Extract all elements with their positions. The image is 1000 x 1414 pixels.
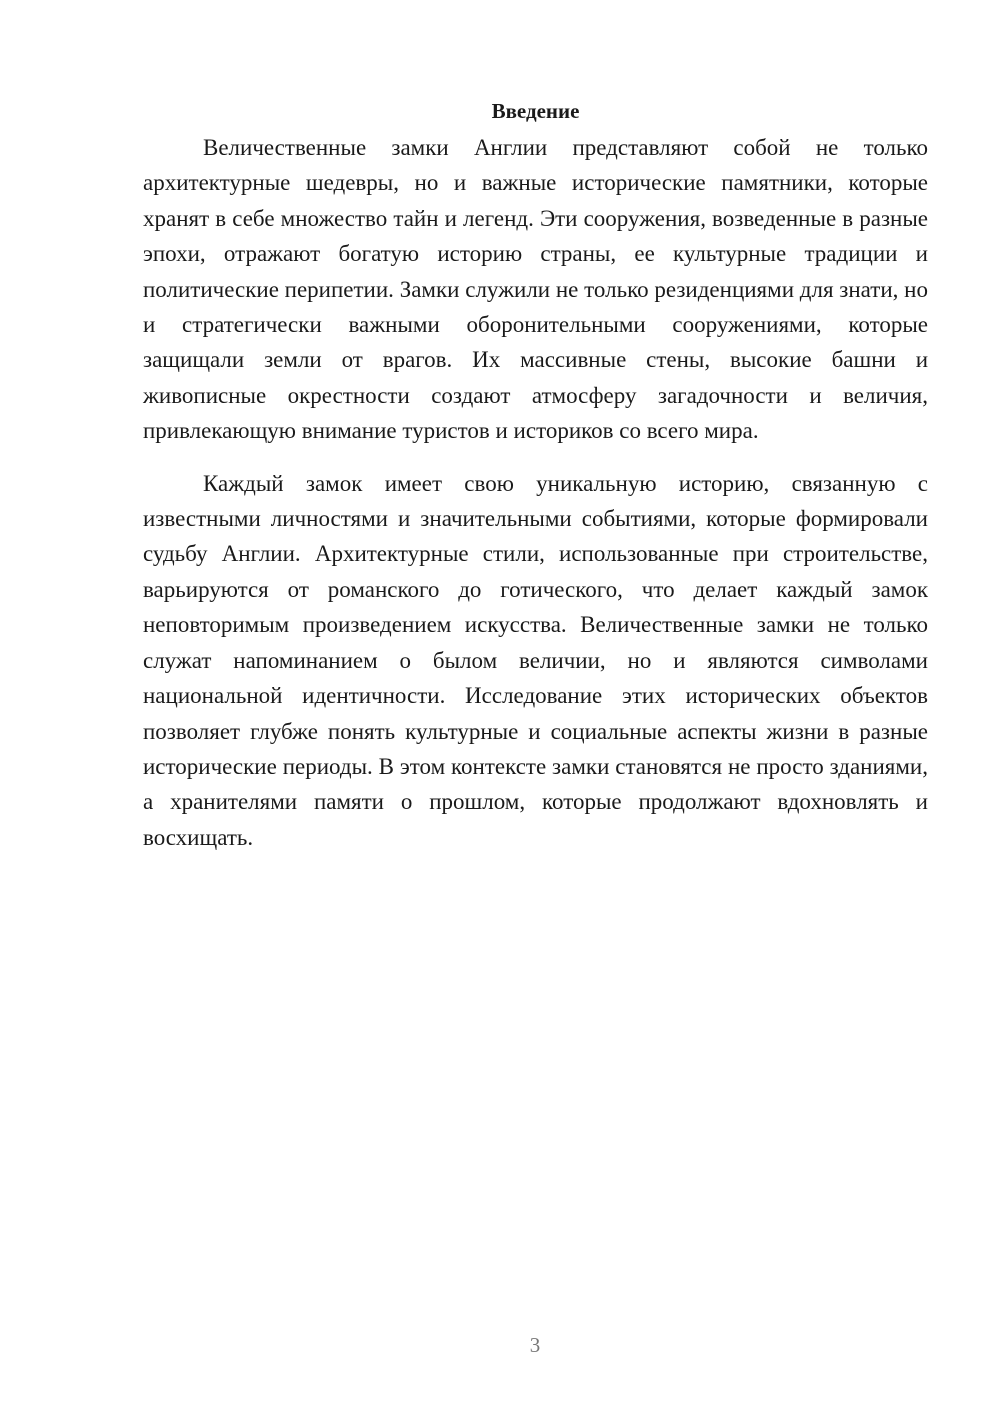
paragraph-2: Каждый замок имеет свою уникальную историю, связанную с известными личностями и значительными событиями, которые формировали судьбу Англии. Архитектурные стили, использованные при строительстве, варьируются от романского до готического, что делает каждый замок неповторимым произведением искусства. Величественные замки не только служат напоминанием о былом величии, но и являются символами национальной идентичности. Исследование этих исторических объектов позволяет глубже понять культурные и социальные аспекты жизни в разные исторические периоды. В этом контексте замки становятся не просто зданиями, а хранителями памяти о прошлом, которые продолжают вдохновлять и восхищать. <box>143 470 928 850</box>
page-title: Введение <box>491 99 580 123</box>
page-number: 3 <box>529 1333 541 1357</box>
page-content <box>143 96 928 855</box>
paragraph-1: Величественные замки Англии представляют собой не только архитектурные шедевры, но и важные исторические памятники, которые хранят в себе множество тайн и легенд. Эти сооружения, возведенные в разные эпохи, отражают богатую историю страны, ее культурные традиции и политические перипетии. Замки служили не только резиденциями для знати, но и стратегически важными оборонительными сооружениями, которые защищали земли от врагов. Их массивные стены, высокие башни и живописные окрестности создают атмосферу загадочности и величия, привлекающую внимание туристов и историков со всего мира. <box>143 135 928 444</box>
